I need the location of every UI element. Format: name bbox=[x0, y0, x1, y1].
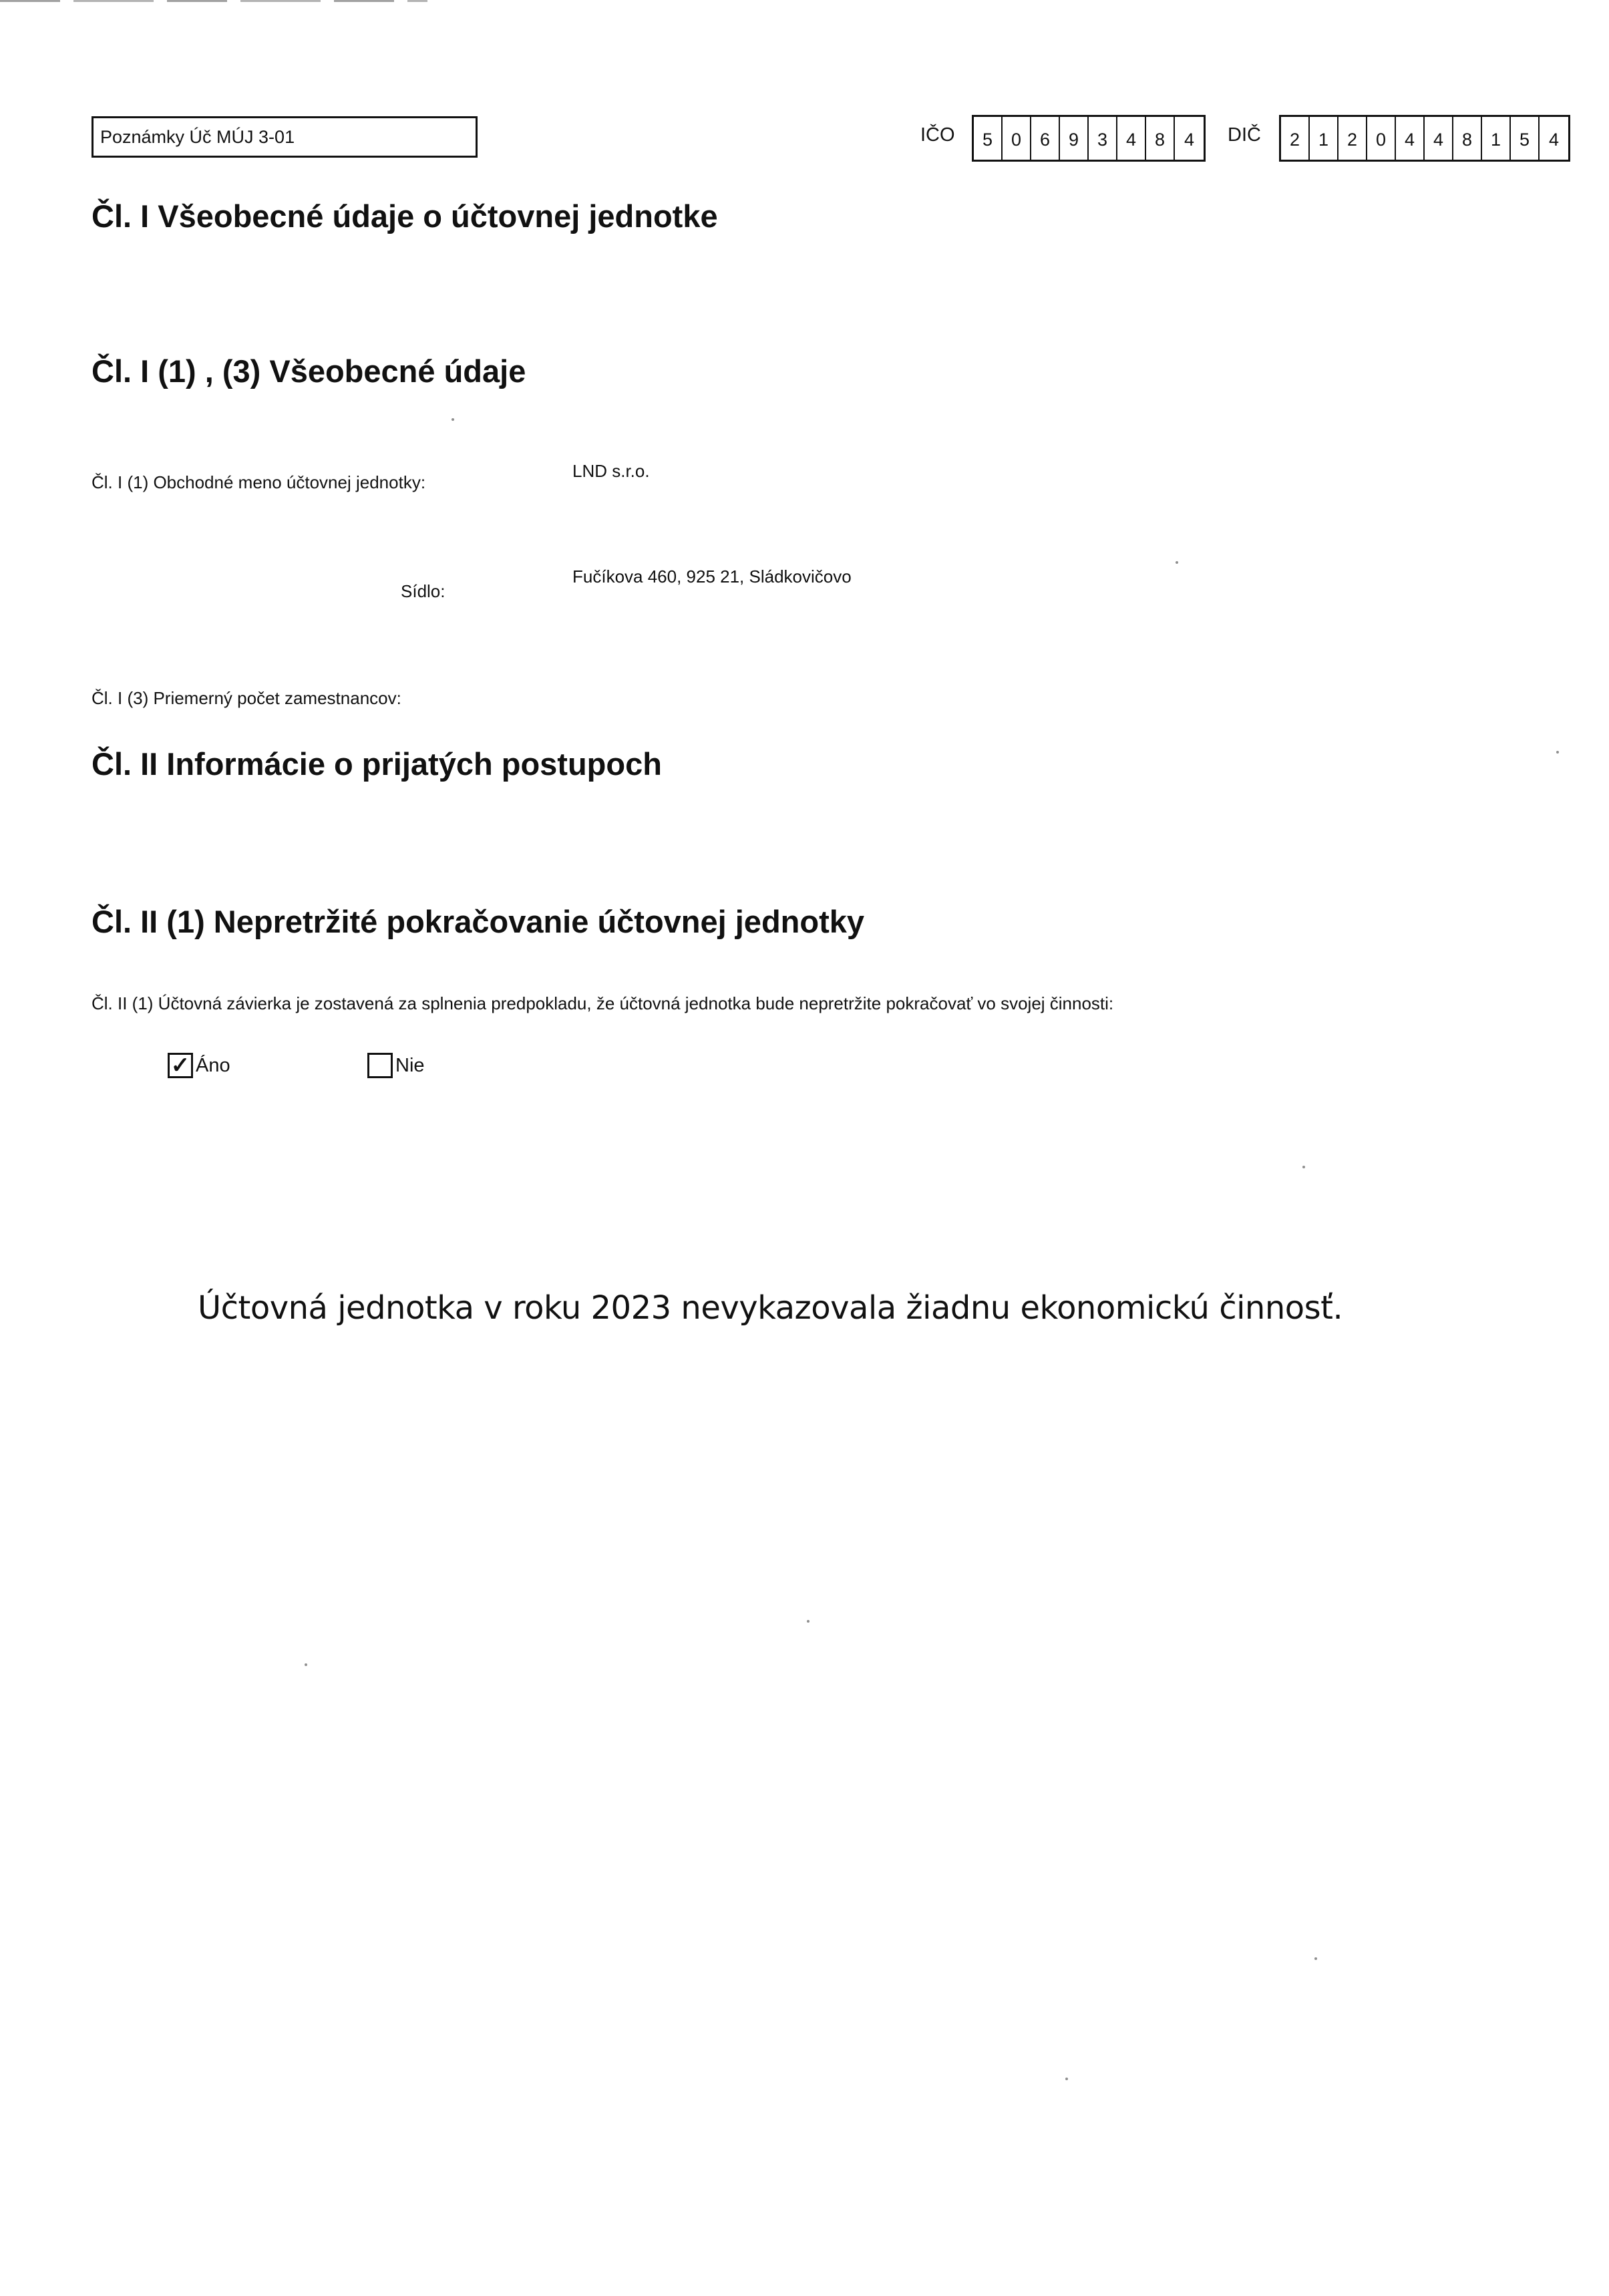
activity-statement: Účtovná jednotka v roku 2023 nevykazovala žiadnu ekonomickú činnosť. bbox=[198, 1289, 1343, 1327]
scan-speck bbox=[452, 418, 454, 421]
option-yes-label: Áno bbox=[196, 1054, 230, 1076]
dic-digit: 5 bbox=[1511, 117, 1540, 160]
scan-speck bbox=[1556, 751, 1559, 754]
scan-speck bbox=[1065, 2078, 1068, 2080]
ico-digit: 5 bbox=[974, 117, 1003, 160]
dic-digit: 8 bbox=[1453, 117, 1482, 160]
scan-speck bbox=[305, 1663, 307, 1666]
ico-digit: 6 bbox=[1031, 117, 1060, 160]
section2-title: Čl. II Informácie o prijatých postupoch bbox=[92, 746, 662, 782]
ico-digit: 4 bbox=[1184, 129, 1195, 150]
ico-digit: 8 bbox=[1146, 117, 1175, 160]
dic-label: DIČ bbox=[1228, 124, 1261, 146]
continuity-question: Čl. II (1) Účtovná závierka je zostavená za splnenia predpokladu, že účtovná jednotka bude nepretržite pokračovať vo svojej činnosti: bbox=[92, 993, 1114, 1013]
option-no[interactable] bbox=[367, 1053, 425, 1078]
scan-speck bbox=[1314, 1957, 1317, 1960]
section1-subtitle: Čl. I (1) , (3) Všeobecné údaje bbox=[92, 353, 526, 389]
section2-subtitle: Čl. II (1) Nepretržité pokračovanie účtovnej jednotky bbox=[92, 904, 865, 939]
ico-label: IČO bbox=[920, 124, 955, 146]
seat-value: Fučíkova 460, 925 21, Sládkovičovo bbox=[572, 566, 852, 587]
form-label-box: Poznámky Úč MÚJ 3-01 bbox=[92, 116, 478, 158]
dic-digit: 1 bbox=[1482, 117, 1511, 160]
ico-digit: 9 bbox=[1060, 117, 1089, 160]
option-yes[interactable] bbox=[168, 1053, 230, 1078]
scan-speck bbox=[1176, 561, 1178, 564]
dic-digit: 2 bbox=[1281, 117, 1310, 160]
option-no-label: Nie bbox=[395, 1054, 425, 1076]
ico-digit: 3 bbox=[1089, 117, 1117, 160]
dic-digit-boxes bbox=[1279, 115, 1570, 162]
seat-label: Sídlo: bbox=[401, 581, 445, 601]
ico-digit: 0 bbox=[1003, 117, 1031, 160]
dic-digit: 4 bbox=[1425, 117, 1453, 160]
dic-digit: 0 bbox=[1367, 117, 1396, 160]
ico-digit-boxes bbox=[972, 115, 1206, 162]
checkbox-yes[interactable]: ✓ bbox=[168, 1053, 193, 1078]
dic-digit: 2 bbox=[1338, 117, 1367, 160]
section1-title: Čl. I Všeobecné údaje o účtovnej jednotke bbox=[92, 198, 718, 234]
scan-speck bbox=[807, 1620, 810, 1623]
company-name-label: Čl. I (1) Obchodné meno účtovnej jednotky: bbox=[92, 472, 426, 492]
ico-digit: 4 bbox=[1117, 117, 1146, 160]
checkbox-no[interactable] bbox=[367, 1053, 393, 1078]
dic-digit: 4 bbox=[1396, 117, 1425, 160]
dic-digit: 4 bbox=[1548, 129, 1560, 150]
dic-digit: 1 bbox=[1310, 117, 1338, 160]
scan-speck bbox=[1302, 1166, 1305, 1168]
scan-artifact-line bbox=[0, 0, 427, 2]
company-name-value: LND s.r.o. bbox=[572, 461, 650, 481]
employees-label: Čl. I (3) Priemerný počet zamestnancov: bbox=[92, 688, 401, 708]
